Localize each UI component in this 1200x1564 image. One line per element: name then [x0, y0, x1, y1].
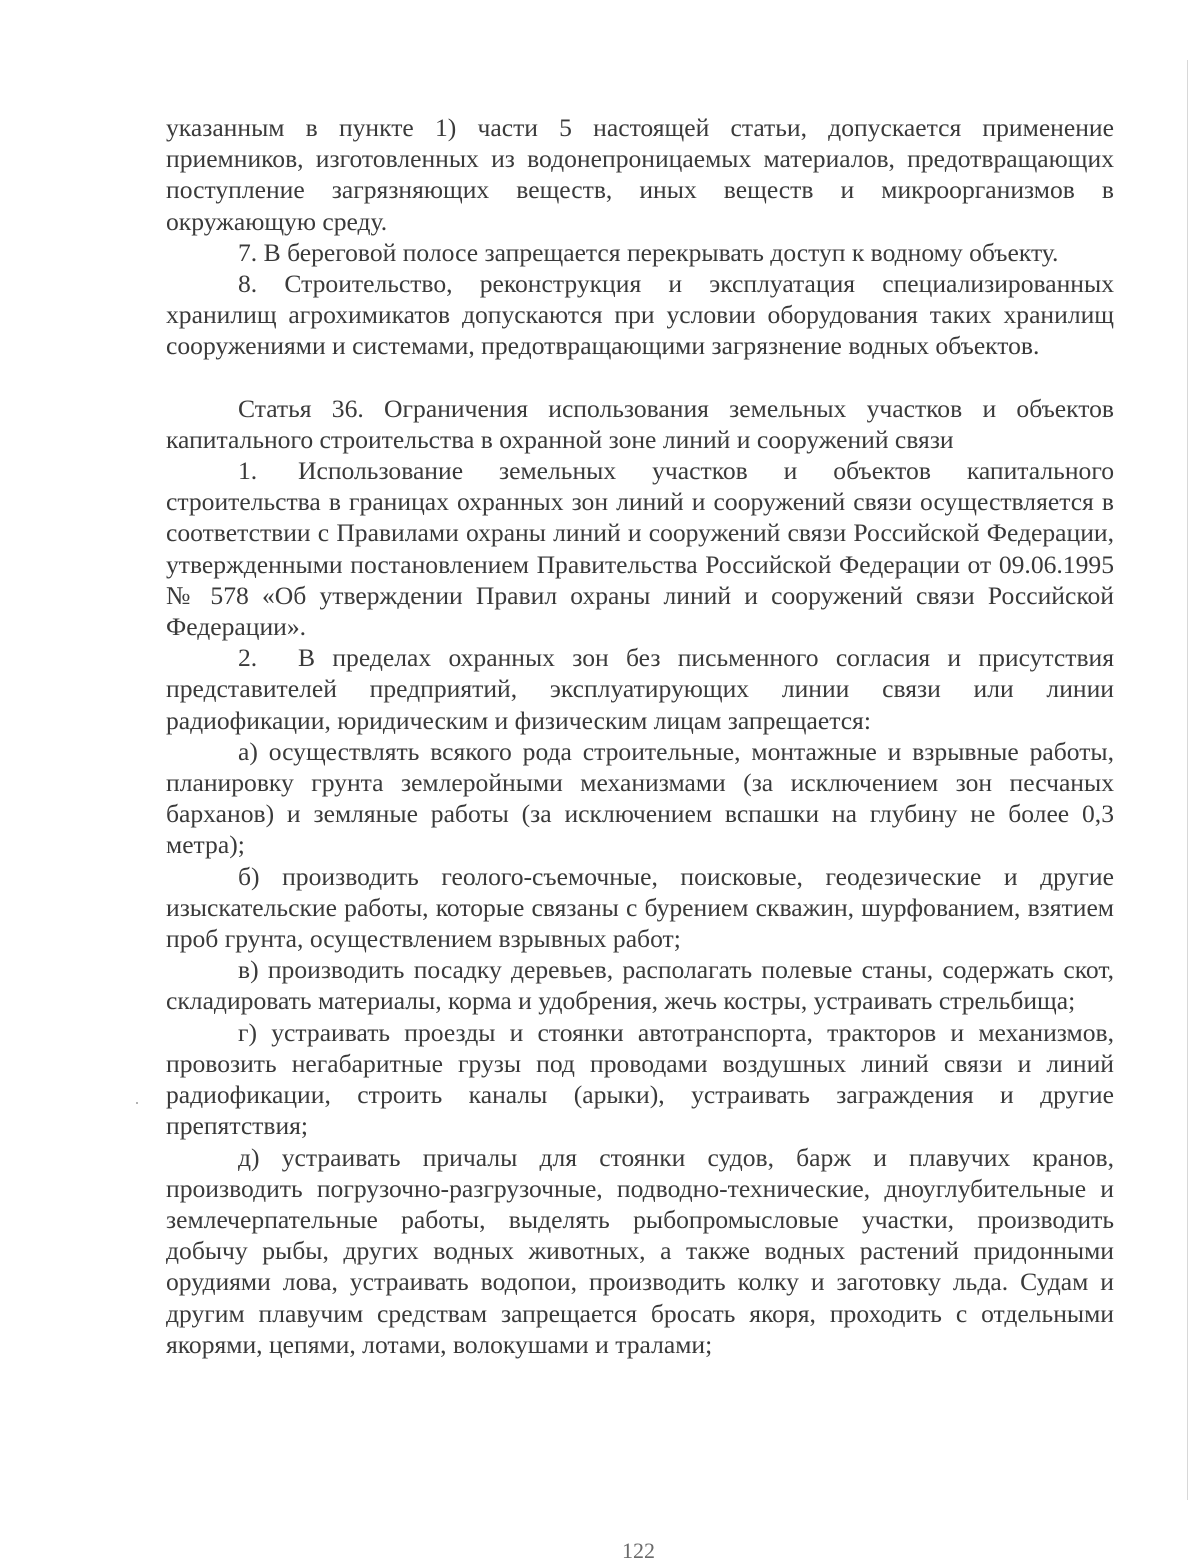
scan-edge-line	[1187, 60, 1188, 1500]
sub-item-d: д) устраивать причалы для стоянки судов, барж и плавучих кранов, производить погрузочно-разгрузочные, подводно-технические, дноуглубительные и землечерпательные работы, выделять рыбопромысловые участки, производить добычу рыбы, других водных животных, а также водных растений придонными орудиями лова, устраивать водопои, производить колку и заготовку льда. Судам и другим плавучим средствам запрещается бросать якоря, проходить с отдельными якорями, цепями, лотами, волокушами и тралами;	[166, 1142, 1114, 1359]
numbered-paragraph-2	[166, 642, 1114, 736]
paragraph-item-8: 8. Строительство, реконструкция и эксплуатация специализированных хранилищ агрохимикатов допускаются при условии оборудования таких хранилищ сооружениями и системами, предотвращающими загрязнение водных объектов.	[166, 269, 1114, 361]
paragraph-gap	[166, 362, 1114, 393]
numbered-paragraph-1	[166, 455, 1114, 642]
numbered-paragraph-2-text: В пределах охранных зон без письменного согласия и присутствия представителей предприятий, эксплуатирующих линии связи или линии радиофикации, юридическим и физическим лицам запрещается:	[166, 643, 1114, 735]
list-number-1: 1.	[238, 456, 258, 486]
document-page	[166, 112, 1114, 1360]
numbered-paragraph-1-text: Использование земельных участков и объектов капитального строительства в границах охранных зон линий и сооружений связи осуществляется в соответствии с Правилами охраны линий и сооружений связи Российской Федерации, утвержденными постановлением Правительства Российской Федерации от 09.06.1995 № 578 «Об утверждении Правил охраны линий и сооружений связи Российской Федерации».	[166, 456, 1114, 642]
sub-item-b: б) производить геолого-съемочные, поисковые, геодезические и другие изыскательские работы, которые связаны с бурением скважин, шурфованием, взятием проб грунта, осуществлением взрывных работ;	[166, 861, 1114, 954]
article-heading: Статья 36. Ограничения использования земельных участков и объектов капитального строительства в охранной зоне линий и сооружений связи	[166, 393, 1114, 454]
paragraph-continuation: указанным в пункте 1) части 5 настоящей статьи, допускается применение приемников, изготовленных из водонепроницаемых материалов, предотвращающих поступление загрязняющих веществ, иных веществ и микроорганизмов в окружающую среду.	[166, 113, 1114, 236]
paragraph-item-7: 7. В береговой полосе запрещается перекрывать доступ к водному объекту.	[238, 237, 1059, 267]
sub-item-g: г) устраивать проезды и стоянки автотранспорта, тракторов и механизмов, провозить негабаритные грузы под проводами воздушных линий связи и линий радиофикации, строить каналы (арыки), устраивать заграждения и другие препятствия;	[166, 1017, 1114, 1141]
list-number-2: 2.	[238, 643, 258, 673]
sub-item-a: а) осуществлять всякого рода строительные, монтажные и взрывные работы, планировку грунта землеройными механизмами (за исключением зон песчаных барханов) и земляные работы (за исключением вспашки на глубину не более 0,3 метра);	[166, 736, 1114, 860]
page-number: 122	[622, 1538, 655, 1563]
scan-speck	[136, 1102, 138, 1104]
sub-item-v: в) производить посадку деревьев, располагать полевые станы, содержать скот, складировать материалы, корма и удобрения, жечь костры, устраивать стрельбища;	[166, 955, 1114, 1016]
